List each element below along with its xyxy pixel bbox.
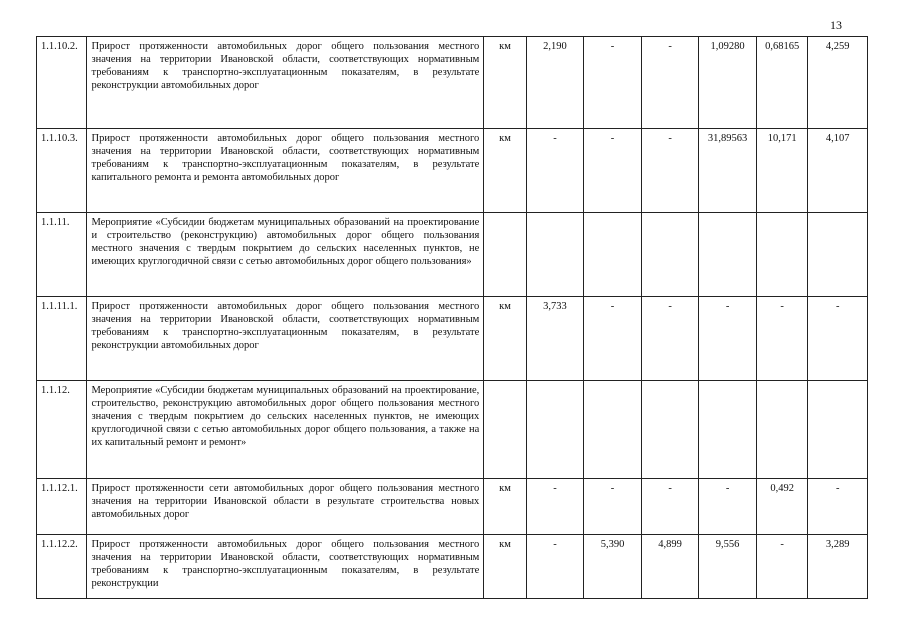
row-value: - [584,479,642,535]
table-row [37,129,868,213]
row-value: - [699,479,757,535]
row-value [526,213,584,297]
row-description: Прирост протяженности автомобильных дорог общего пользования местного значения на территории Ивановской области, соответствующих нормативным требованиям к транспортно-эксплуатационным показателям, в результате реконструкции автомобильных дорог [87,297,484,381]
row-unit [484,381,526,479]
table-row [37,297,868,381]
row-value: 3,733 [526,297,584,381]
row-value: - [526,479,584,535]
row-number: 1.1.11. [37,213,87,297]
row-value: 0,68165 [756,37,807,129]
row-number: 1.1.10.3. [37,129,87,213]
row-description: Прирост протяженности автомобильных дорог общего пользования местного значения на территории Ивановской области, соответствующих нормативным требованиям к транспортно-эксплуатационным показателям, в результате реконструкции [87,535,484,599]
row-value: - [526,535,584,599]
row-value: - [641,479,699,535]
table-row [37,37,868,129]
row-number: 1.1.12. [37,381,87,479]
row-value: - [808,479,868,535]
row-value: - [584,129,642,213]
row-value: - [756,297,807,381]
row-value [808,213,868,297]
row-value: 9,556 [699,535,757,599]
table-row [37,213,868,297]
row-unit: км [484,37,526,129]
row-value: 10,171 [756,129,807,213]
row-description: Прирост протяженности автомобильных дорог общего пользования местного значения на территории Ивановской области, соответствующих нормативным требованиям к транспортно-эксплуатационным показателям, в результате реконструкции автомобильных дорог [87,37,484,129]
row-value [756,381,807,479]
row-value [641,213,699,297]
row-description: Мероприятие «Субсидии бюджетам муниципальных образований на проектирование и строительство (реконструкцию) автомобильных дорог общего пользования местного значения с твердым покрытием до сельских населенных пунктов, не имеющих круглогодичной связи с сетью автомобильных дорог общего пользования» [87,213,484,297]
row-number: 1.1.10.2. [37,37,87,129]
row-value: 31,89563 [699,129,757,213]
row-value: - [641,129,699,213]
row-unit: км [484,535,526,599]
row-unit: км [484,129,526,213]
row-value: - [641,37,699,129]
row-value [584,213,642,297]
row-value: - [641,297,699,381]
row-value: - [584,297,642,381]
row-value [699,381,757,479]
row-unit: км [484,297,526,381]
row-value [526,381,584,479]
table-row [37,479,868,535]
row-value: 5,390 [584,535,642,599]
row-description: Мероприятие «Субсидии бюджетам муниципальных образований на проектирование, строительство, реконструкцию автомобильных дорог общего пользования местного значения с твердым покрытием до сельских населенных пунктов, не имеющих круглогодичной связи с сетью автомобильных дорог общего пользования, а также на их капитальный ремонт и ремонт» [87,381,484,479]
row-value: 1,09280 [699,37,757,129]
row-value [584,381,642,479]
row-value: 4,899 [641,535,699,599]
row-description: Прирост протяженности сети автомобильных дорог общего пользования местного значения на территории Ивановской области в результате строительства новых автомобильных дорог [87,479,484,535]
row-value: - [699,297,757,381]
row-unit: км [484,479,526,535]
table-row [37,381,868,479]
row-value: 4,259 [808,37,868,129]
table-row [37,535,868,599]
row-value: 4,107 [808,129,868,213]
page-number: 13 [830,18,842,32]
row-value: - [756,535,807,599]
row-number: 1.1.12.2. [37,535,87,599]
row-value: - [584,37,642,129]
row-value [699,213,757,297]
row-value: 3,289 [808,535,868,599]
row-value [641,381,699,479]
row-number: 1.1.11.1. [37,297,87,381]
row-value: - [808,297,868,381]
row-value [808,381,868,479]
row-value: 0,492 [756,479,807,535]
row-description: Прирост протяженности автомобильных дорог общего пользования местного значения на территории Ивановской области, соответствующих нормативным требованиям к транспортно-эксплуатационным показателям, в результате капитального ремонта и ремонта автомобильных дорог [87,129,484,213]
row-unit [484,213,526,297]
row-value [756,213,807,297]
row-value: 2,190 [526,37,584,129]
indicators-table [36,36,868,599]
row-number: 1.1.12.1. [37,479,87,535]
row-value: - [526,129,584,213]
